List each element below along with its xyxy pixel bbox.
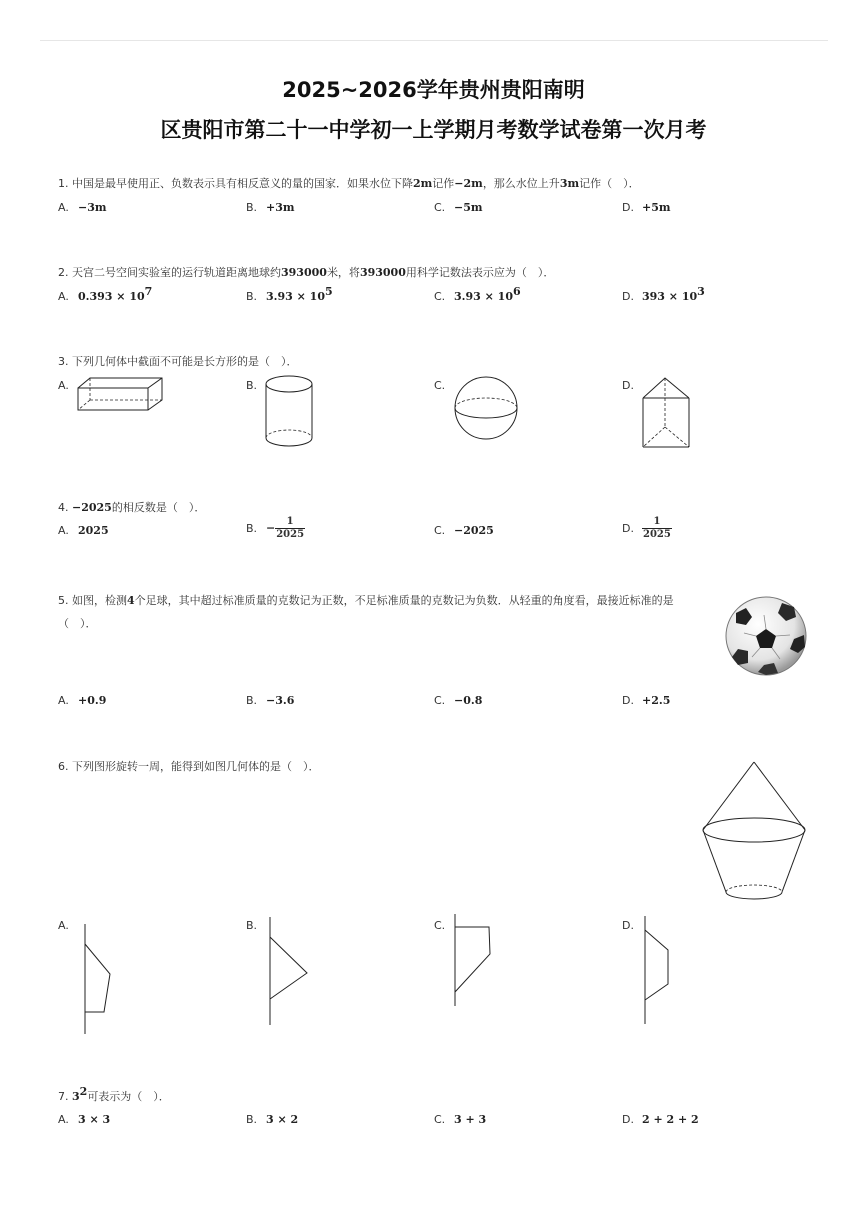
option-value: −3m xyxy=(78,201,107,214)
question-6-stem: 6. 下列图形旋转一周，能得到如图几何体的是（ ）． xyxy=(58,760,320,773)
option-value: +2.5 xyxy=(642,694,671,707)
q4-text-pre: 4. xyxy=(58,501,69,514)
option-key: C. xyxy=(434,290,446,303)
q2-text-mid: 米，将 xyxy=(326,266,360,279)
q1-text-mid1: 记作 xyxy=(432,177,455,190)
q4-option-b[interactable] xyxy=(246,516,305,541)
option-exponent: 3 xyxy=(697,285,705,298)
option-key: D. xyxy=(622,919,634,932)
q4-math-1: −2025 xyxy=(72,501,112,514)
question-5-stem xyxy=(58,593,708,609)
q1-math-3: 3m xyxy=(559,177,580,190)
fraction-numerator: 1 xyxy=(642,516,672,529)
q5-option-d[interactable] xyxy=(622,693,670,709)
fraction-denominator: 2025 xyxy=(276,529,305,540)
option-value: 0.393 × 10 xyxy=(78,290,145,303)
q2-option-a[interactable] xyxy=(58,285,153,305)
option-value: −5m xyxy=(454,201,483,214)
q5-text-pre: 5. 如图，检测 xyxy=(58,594,127,607)
question-1-stem xyxy=(58,176,640,192)
option-key: D. xyxy=(622,694,634,707)
q3-option-b[interactable] xyxy=(246,378,266,394)
cone-frustum-solid-figure xyxy=(700,760,808,904)
option-key: A. xyxy=(58,379,69,392)
option-value: 2025 xyxy=(78,524,109,537)
option-key: D. xyxy=(622,1113,634,1126)
option-key: B. xyxy=(246,694,258,707)
option-fraction xyxy=(275,516,305,541)
exam-title-line1: 2025~2026学年贵州贵阳南明 xyxy=(282,78,585,102)
option-key: A. xyxy=(58,201,69,214)
option-value: −0.8 xyxy=(454,694,483,707)
option-exponent: 7 xyxy=(144,285,153,298)
option-key: B. xyxy=(246,521,258,535)
option-exponent: 6 xyxy=(512,285,521,298)
option-exponent: 5 xyxy=(324,285,333,298)
q1-option-d[interactable] xyxy=(622,200,671,216)
option-value: 3 × 3 xyxy=(78,1113,111,1126)
cuboid-figure xyxy=(76,376,166,412)
q5-option-b[interactable] xyxy=(246,693,294,709)
option-fraction xyxy=(642,516,672,541)
q6-option-b[interactable] xyxy=(246,918,266,934)
option-key: B. xyxy=(246,1113,258,1126)
option-key: C. xyxy=(434,201,446,214)
q1-math-1: 2m xyxy=(413,177,433,190)
q1-text-mid2: ，那么水位上升 xyxy=(482,177,560,190)
top-divider xyxy=(40,40,828,41)
option-value: 393 × 10 xyxy=(642,290,698,303)
option-value: 2 + 2 + 2 xyxy=(642,1113,699,1126)
q6-option-d[interactable] xyxy=(622,918,642,934)
q7-option-c[interactable] xyxy=(434,1112,486,1128)
q5-option-c[interactable] xyxy=(434,693,482,709)
q3-option-a[interactable] xyxy=(58,378,78,394)
q1-text-post: 记作（ ）． xyxy=(579,177,640,190)
q2-option-c[interactable] xyxy=(434,285,521,305)
option-key: B. xyxy=(246,290,258,303)
q7-exponent: 2 xyxy=(79,1085,88,1098)
option-value: −2025 xyxy=(454,524,494,537)
q2-option-b[interactable] xyxy=(246,285,333,305)
q6-option-a-shape xyxy=(80,922,116,1038)
question-2-stem xyxy=(58,265,554,281)
q1-option-c[interactable] xyxy=(434,200,483,216)
q2-option-d[interactable] xyxy=(622,285,705,305)
option-value: 3.93 × 10 xyxy=(454,290,513,303)
option-key: A. xyxy=(58,290,69,303)
option-key: B. xyxy=(246,919,258,932)
option-key: D. xyxy=(622,379,634,392)
option-sign: − xyxy=(266,521,276,535)
fraction-denominator: 2025 xyxy=(643,529,671,540)
option-value: +5m xyxy=(642,201,671,214)
option-key: A. xyxy=(58,1113,69,1126)
sphere-figure xyxy=(454,376,520,442)
option-key: C. xyxy=(434,919,446,932)
q5-option-a[interactable] xyxy=(58,693,106,709)
q5-math-1: 4 xyxy=(127,594,135,607)
q7-option-a[interactable] xyxy=(58,1112,110,1128)
option-key: D. xyxy=(622,521,634,535)
option-value: 3 × 2 xyxy=(266,1113,299,1126)
q2-text-post: 用科学记数法表示应为（ ）． xyxy=(405,266,555,279)
fraction-numerator: 1 xyxy=(275,516,305,529)
q6-option-c-shape xyxy=(452,912,496,1010)
q6-option-b-shape xyxy=(266,915,312,1027)
q4-option-d[interactable] xyxy=(622,516,672,541)
q6-option-d-shape xyxy=(642,914,674,1026)
triangular-prism-figure xyxy=(640,376,694,450)
q1-text-pre: 1. 中国是最早使用正、负数表示具有相反意义的量的国家．如果水位下降 xyxy=(58,177,413,190)
exam-title-line2: 区贵阳市第二十一中学初一上学期月考数学试卷第一次月考 xyxy=(160,118,707,142)
q7-option-b[interactable] xyxy=(246,1112,298,1128)
q4-option-c[interactable] xyxy=(434,523,494,539)
option-key: A. xyxy=(58,694,69,707)
option-value: +3m xyxy=(266,201,295,214)
q2-text-pre: 2. 天宫二号空间实验室的运行轨道距离地球约 xyxy=(58,266,281,279)
question-7-stem xyxy=(58,1085,170,1105)
q4-option-a[interactable] xyxy=(58,523,109,539)
option-value: 3.93 × 10 xyxy=(266,290,325,303)
option-key: C. xyxy=(434,1113,446,1126)
option-key: A. xyxy=(58,524,69,537)
q1-option-b[interactable] xyxy=(246,200,295,216)
q7-option-d[interactable] xyxy=(622,1112,699,1128)
option-key: B. xyxy=(246,201,258,214)
question-5-stem-line2: （ ）． xyxy=(58,617,97,630)
q1-math-2: −2m xyxy=(454,177,483,190)
cylinder-figure xyxy=(264,374,316,448)
option-key: C. xyxy=(434,694,446,707)
option-value: −3.6 xyxy=(266,694,295,707)
option-key: D. xyxy=(622,290,634,303)
q3-option-c[interactable] xyxy=(434,378,454,394)
q6-option-c[interactable] xyxy=(434,918,454,934)
q5-text-post: 个足球，其中超过标准质量的克数记为正数，不足标准质量的克数记为负数．从轻重的角度看，最接近标准的是 xyxy=(134,594,674,607)
q7-text-pre: 7. xyxy=(58,1090,69,1103)
option-key: B. xyxy=(246,379,258,392)
option-key: D. xyxy=(622,201,634,214)
question-4-stem xyxy=(58,500,205,516)
option-value: +0.9 xyxy=(78,694,107,707)
question-3-stem: 3. 下列几何体中截面不可能是长方形的是（ ）． xyxy=(58,355,298,368)
option-key: C. xyxy=(434,524,446,537)
option-value: 3 + 3 xyxy=(454,1113,487,1126)
q2-math-2: 393000 xyxy=(359,266,406,279)
q7-base: 3 xyxy=(72,1090,80,1103)
q1-option-a[interactable] xyxy=(58,200,107,216)
q3-option-d[interactable] xyxy=(622,378,642,394)
option-key: A. xyxy=(58,919,69,932)
q6-option-a[interactable] xyxy=(58,918,78,934)
q4-text-post: 的相反数是（ ）． xyxy=(111,501,206,514)
q7-text-post: 可表示为（ ）． xyxy=(87,1090,170,1103)
option-key: C. xyxy=(434,379,446,392)
q2-math-1: 393000 xyxy=(281,266,327,279)
soccer-ball-image xyxy=(724,595,808,677)
